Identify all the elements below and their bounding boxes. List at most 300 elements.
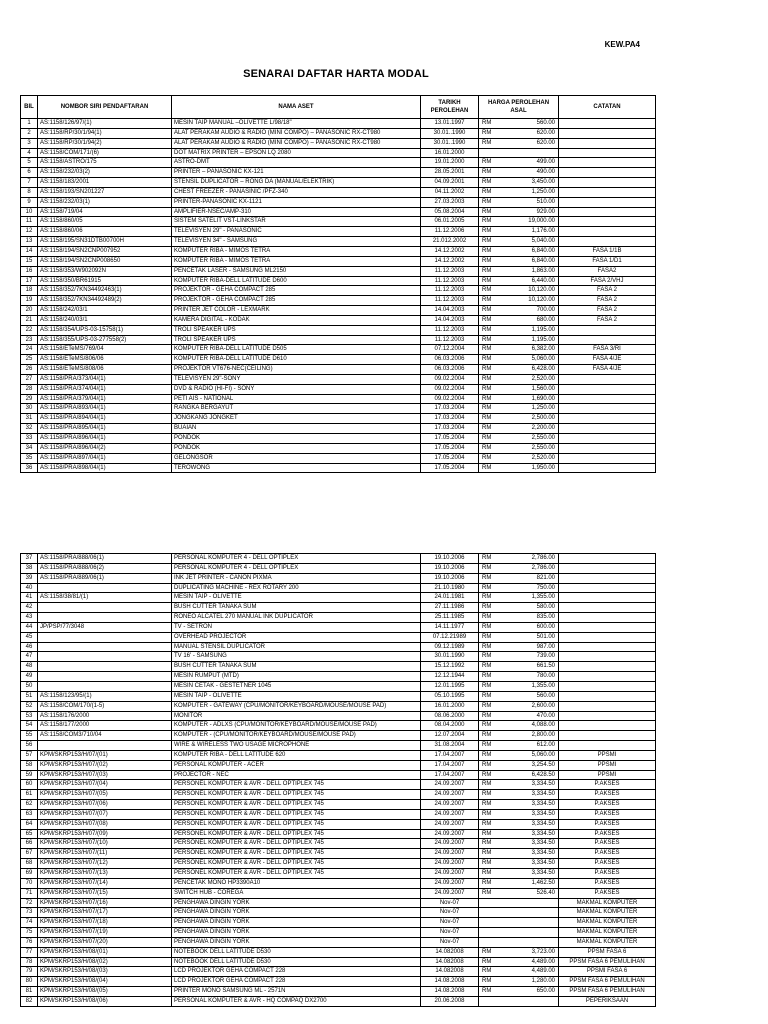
header-catatan: CATATAN — [559, 96, 656, 119]
cell-tarikh: 24.09.2007 — [421, 800, 479, 810]
cell-harga — [479, 276, 559, 286]
cell-bil: 60 — [21, 780, 38, 790]
cell-bil: 72 — [21, 898, 38, 908]
cell-harga — [479, 800, 559, 810]
cell-harga — [479, 928, 559, 938]
cell-harga — [479, 987, 559, 997]
cell-tarikh: 17.04.2007 — [421, 760, 479, 770]
cell-catatan — [559, 443, 656, 453]
amount-value: 835.00 — [536, 614, 555, 621]
cell-bil: 74 — [21, 918, 38, 928]
header-bil: BIL — [21, 96, 38, 119]
cell-nama: RANGKA BERGAYUT — [172, 404, 421, 414]
amount-value: 4,489.00 — [531, 968, 555, 975]
amount-value: 501.00 — [536, 633, 555, 640]
cell-harga — [479, 296, 559, 306]
cell-bil: 16 — [21, 266, 38, 276]
cell-siri: KPM/SKRP153/H/08/(04) — [38, 977, 172, 987]
currency-label: RM — [482, 307, 492, 314]
cell-harga — [479, 760, 559, 770]
cell-tarikh: 17.03.2004 — [421, 424, 479, 434]
cell-catatan — [559, 187, 656, 197]
amount-value: 2,600.00 — [531, 702, 555, 709]
cell-harga — [479, 583, 559, 593]
cell-siri: KPM/SKRP153/H/07/(18) — [38, 918, 172, 928]
cell-tarikh: 09.12.1989 — [421, 642, 479, 652]
cell-nama: MESIN TAIP - OLIVETTE — [172, 691, 421, 701]
table-row — [21, 780, 656, 790]
cell-harga — [479, 731, 559, 741]
cell-siri: AS:1158/PRA/379/04/(1) — [38, 394, 172, 404]
table-row — [21, 335, 656, 345]
cell-tarikh: 16.01.2000 — [421, 148, 479, 158]
amount-value: 3,334.50 — [531, 870, 555, 876]
amount-value: 490.00 — [536, 169, 555, 176]
cell-siri: KPM/SKRP153/H/08/(02) — [38, 957, 172, 967]
amount-value: 821.00 — [536, 574, 555, 581]
cell-bil: 66 — [21, 839, 38, 849]
cell-bil: 51 — [21, 691, 38, 701]
table-row — [21, 463, 656, 473]
cell-bil: 77 — [21, 947, 38, 957]
currency-label: RM — [482, 850, 492, 857]
currency-label: RM — [482, 454, 492, 461]
cell-siri — [38, 603, 172, 613]
cell-harga — [479, 642, 559, 652]
cell-siri: AS:1158/PRA/896/04/(1) — [38, 434, 172, 444]
cell-catatan: MAKMAL KOMPUTER — [559, 937, 656, 947]
cell-harga — [479, 898, 559, 908]
cell-siri: KPM/SKRP153/H/07/(03) — [38, 770, 172, 780]
cell-nama: PERSONEL KOMPUTER & AVR - DELL OPTIPLEX 745 — [172, 839, 421, 849]
cell-catatan — [559, 672, 656, 682]
cell-siri: AS:1158/PRA/894/04/(1) — [38, 414, 172, 424]
cell-harga — [479, 918, 559, 928]
cell-siri: KPM/SKRP153/H/07/(02) — [38, 760, 172, 770]
table-row — [21, 711, 656, 721]
cell-siri: KPM/SKRP153/H/07/(20) — [38, 937, 172, 947]
cell-nama: KOMPUTER RIBA - DELL LATITUDE 620 — [172, 750, 421, 760]
cell-tarikh: 11.12.2003 — [421, 276, 479, 286]
cell-catatan — [559, 731, 656, 741]
cell-tarikh: 27.03.2003 — [421, 197, 479, 207]
table-row — [21, 583, 656, 593]
cell-catatan — [559, 711, 656, 721]
table-row — [21, 593, 656, 603]
cell-nama: INK JET PRINTER - CANON PIXMA — [172, 573, 421, 583]
table-row — [21, 878, 656, 888]
cell-bil: 20 — [21, 306, 38, 316]
cell-harga — [479, 158, 559, 168]
cell-siri: AS:1158/PRA/889/06(1) — [38, 573, 172, 583]
amount-value: 1,560.00 — [531, 385, 555, 392]
cell-tarikh: 24.09.2007 — [421, 849, 479, 859]
cell-harga — [479, 613, 559, 623]
form-code: KEW.PA4 — [604, 40, 640, 49]
cell-siri: AS:1158/194/SN2CNP008650 — [38, 256, 172, 266]
cell-nama: NOTEBOOK DELL LATITUDE D530 — [172, 947, 421, 957]
cell-bil: 40 — [21, 583, 38, 593]
cell-catatan — [559, 394, 656, 404]
cell-bil: 61 — [21, 790, 38, 800]
cell-catatan: P.AKSES — [559, 819, 656, 829]
cell-catatan: P.AKSES — [559, 829, 656, 839]
currency-label: RM — [482, 682, 492, 689]
table-row — [21, 207, 656, 217]
header-nama: NAMA ASET — [172, 96, 421, 119]
cell-catatan — [559, 662, 656, 672]
cell-nama: ASTRO-DMT — [172, 158, 421, 168]
cell-bil: 31 — [21, 414, 38, 424]
currency-label: RM — [482, 188, 492, 195]
cell-harga — [479, 652, 559, 662]
cell-tarikh: Nov-07 — [421, 937, 479, 947]
cell-catatan — [559, 178, 656, 188]
cell-siri: KPM/SKRP153/H/08/(03) — [38, 967, 172, 977]
currency-label: RM — [482, 584, 492, 591]
currency-label: RM — [482, 663, 492, 670]
cell-harga — [479, 128, 559, 138]
amount-value: 6,840.00 — [531, 247, 555, 254]
table-row — [21, 603, 656, 613]
cell-nama: PRINTER JET COLOR - LEXMARK — [172, 306, 421, 316]
cell-siri: AS:1158/183/2001 — [38, 178, 172, 188]
cell-siri: AS:1158/PRA/896/04/(2) — [38, 443, 172, 453]
cell-catatan — [559, 237, 656, 247]
cell-catatan: P.AKSES — [559, 790, 656, 800]
cell-tarikh: 24.09.2007 — [421, 780, 479, 790]
cell-siri: AS:1158/232/03(2) — [38, 168, 172, 178]
cell-bil: 43 — [21, 613, 38, 623]
amount-value: 6,428.00 — [531, 366, 555, 373]
cell-nama: TROLI SPEAKER UPS — [172, 325, 421, 335]
cell-harga — [479, 217, 559, 227]
currency-label: RM — [482, 840, 492, 847]
cell-harga — [479, 603, 559, 613]
cell-harga — [479, 335, 559, 345]
table-row — [21, 898, 656, 908]
cell-siri: AS:1158/RP/30/1/94(1) — [38, 128, 172, 138]
cell-bil: 2 — [21, 128, 38, 138]
currency-label: RM — [482, 820, 492, 827]
cell-nama: LCD PROJEKTOR GEHA COMPACT 228 — [172, 977, 421, 987]
cell-bil: 11 — [21, 217, 38, 227]
cell-tarikh: 14.11.1977 — [421, 622, 479, 632]
cell-harga — [479, 434, 559, 444]
cell-tarikh: 24.09.2007 — [421, 869, 479, 879]
amount-value: 650.00 — [536, 988, 555, 995]
cell-siri — [38, 672, 172, 682]
cell-tarikh: 24.09.2007 — [421, 878, 479, 888]
cell-siri: AS:1158/177/2000 — [38, 721, 172, 731]
table-row — [21, 355, 656, 365]
amount-value: 560.00 — [536, 692, 555, 699]
cell-siri: AS:1158/PRA/893/04/(1) — [38, 404, 172, 414]
table-row — [21, 168, 656, 178]
cell-bil: 6 — [21, 168, 38, 178]
cell-catatan — [559, 227, 656, 237]
cell-bil: 80 — [21, 977, 38, 987]
cell-catatan: P.AKSES — [559, 859, 656, 869]
cell-catatan: FASA 1/D1 — [559, 256, 656, 266]
currency-label: RM — [482, 643, 492, 650]
table-row — [21, 276, 656, 286]
currency-label: RM — [482, 614, 492, 621]
amount-value: 6,840.00 — [531, 257, 555, 264]
cell-harga — [479, 878, 559, 888]
cell-catatan — [559, 148, 656, 158]
amount-value: 2,800.00 — [531, 732, 555, 739]
table-row — [21, 434, 656, 444]
table-row — [21, 977, 656, 987]
cell-harga — [479, 414, 559, 424]
table-row — [21, 632, 656, 642]
table-row — [21, 554, 656, 564]
currency-label: RM — [482, 801, 492, 808]
cell-harga — [479, 119, 559, 129]
cell-nama: KOMPUTER RIBA - MIMOS TETRA — [172, 256, 421, 266]
cell-siri: AS:1158/PRA/888/06(2) — [38, 563, 172, 573]
cell-bil: 33 — [21, 434, 38, 444]
table-row — [21, 691, 656, 701]
amount-value: 580.00 — [536, 604, 555, 611]
table-row — [21, 384, 656, 394]
amount-value: 3,334.50 — [531, 801, 555, 808]
cell-catatan — [559, 217, 656, 227]
cell-tarikh: 05.08.2004 — [421, 207, 479, 217]
currency-label: RM — [482, 159, 492, 166]
cell-catatan — [559, 158, 656, 168]
currency-label: RM — [482, 633, 492, 640]
cell-tarikh: 06.01.2005 — [421, 217, 479, 227]
table-row — [21, 394, 656, 404]
table-row — [21, 443, 656, 453]
amount-value: 19,000.00 — [528, 218, 555, 225]
currency-label: RM — [482, 771, 492, 778]
cell-siri: KPM/SKRP153/H/07/(05) — [38, 790, 172, 800]
cell-bil: 24 — [21, 345, 38, 355]
cell-nama: PROJEKTOR - GEHA COMPACT 285 — [172, 286, 421, 296]
cell-tarikh: 24.09.2007 — [421, 839, 479, 849]
amount-value: 560.00 — [536, 120, 555, 126]
cell-nama: PRINTER MONO SAMSUNG ML - 2571N — [172, 987, 421, 997]
cell-nama: MESIN RUMPUT (MTD) — [172, 672, 421, 682]
amount-value: 2,520.00 — [531, 375, 555, 382]
cell-tarikh: 09.02.2004 — [421, 374, 479, 384]
cell-bil: 53 — [21, 711, 38, 721]
amount-value: 2,200.00 — [531, 425, 555, 432]
cell-tarikh: 14.08.2008 — [421, 977, 479, 987]
cell-tarikh: 17.04.2007 — [421, 770, 479, 780]
cell-catatan: P.AKSES — [559, 869, 656, 879]
table-row — [21, 365, 656, 375]
cell-bil: 49 — [21, 672, 38, 682]
table-row — [21, 197, 656, 207]
currency-label: RM — [482, 238, 492, 245]
table-row — [21, 741, 656, 751]
currency-label: RM — [482, 988, 492, 995]
currency-label: RM — [482, 277, 492, 284]
cell-catatan: PPSM FASA 6 — [559, 947, 656, 957]
amount-value: 3,334.50 — [531, 810, 555, 817]
cell-nama: PENGHAWA DINGIN YORK — [172, 898, 421, 908]
cell-bil: 19 — [21, 296, 38, 306]
cell-harga — [479, 197, 559, 207]
cell-tarikh: Nov-07 — [421, 918, 479, 928]
cell-tarikh: 21.10.1980 — [421, 583, 479, 593]
cell-catatan: P.AKSES — [559, 888, 656, 898]
cell-tarikh: 14.12.2002 — [421, 256, 479, 266]
cell-catatan — [559, 325, 656, 335]
cell-bil: 55 — [21, 731, 38, 741]
cell-nama: PERSONEL KOMPUTER & AVR - DELL OPTIPLEX 745 — [172, 849, 421, 859]
table-row — [21, 701, 656, 711]
cell-tarikh: 27.11.1986 — [421, 603, 479, 613]
cell-catatan: P.AKSES — [559, 800, 656, 810]
cell-harga — [479, 286, 559, 296]
table-row — [21, 286, 656, 296]
currency-label: RM — [482, 623, 492, 630]
table-row — [21, 770, 656, 780]
currency-label: RM — [482, 781, 492, 788]
table-row — [21, 859, 656, 869]
cell-catatan — [559, 414, 656, 424]
cell-nama: PENGHAWA DINGIN YORK — [172, 908, 421, 918]
cell-tarikh: 17.04.2007 — [421, 750, 479, 760]
cell-siri: AS:1158/RP/30/1/94(2) — [38, 138, 172, 148]
cell-harga — [479, 711, 559, 721]
cell-catatan: PPSMI — [559, 750, 656, 760]
cell-catatan: FASA 4/JE — [559, 365, 656, 375]
amount-value: 612.00 — [536, 742, 555, 749]
cell-nama: PENGHAWA DINGIN YORK — [172, 918, 421, 928]
table-row — [21, 652, 656, 662]
cell-siri: KPM/SKRP153/H/07/(07) — [38, 809, 172, 819]
currency-label: RM — [482, 139, 492, 146]
cell-nama: BUSH CUTTER TANAKA SUM — [172, 662, 421, 672]
cell-siri: AS:1158/123/95/(1) — [38, 691, 172, 701]
cell-bil: 79 — [21, 967, 38, 977]
table-row — [21, 967, 656, 977]
cell-bil: 58 — [21, 760, 38, 770]
table-row — [21, 622, 656, 632]
table-row — [21, 839, 656, 849]
cell-siri: AS:1158/860/06 — [38, 227, 172, 237]
cell-catatan — [559, 374, 656, 384]
cell-nama: TROLI SPEAKER UPS — [172, 335, 421, 345]
cell-catatan — [559, 128, 656, 138]
cell-bil: 14 — [21, 246, 38, 256]
cell-harga — [479, 721, 559, 731]
cell-siri: KPM/SKRP153/H/07/(08) — [38, 819, 172, 829]
cell-tarikh: 17.05.2004 — [421, 434, 479, 444]
cell-nama: MESIN CETAK - GESTETNER 1045 — [172, 681, 421, 691]
amount-value: 5,060.00 — [531, 751, 555, 758]
cell-tarikh: 14.082008 — [421, 947, 479, 957]
currency-label: RM — [482, 326, 492, 333]
cell-siri: KPM/SKRP153/H/08/(06) — [38, 996, 172, 1006]
cell-tarikh: 24.09.2007 — [421, 790, 479, 800]
currency-label: RM — [482, 564, 492, 571]
cell-tarikh: 19.10.2006 — [421, 573, 479, 583]
amount-value: 739.00 — [536, 653, 555, 660]
cell-tarikh: 17.05.2004 — [421, 453, 479, 463]
cell-harga — [479, 424, 559, 434]
cell-bil: 15 — [21, 256, 38, 266]
cell-catatan — [559, 642, 656, 652]
cell-bil: 63 — [21, 809, 38, 819]
cell-siri: AS:1158/353/W902092N — [38, 266, 172, 276]
cell-tarikh: 24.09.2007 — [421, 819, 479, 829]
cell-harga — [479, 325, 559, 335]
cell-bil: 47 — [21, 652, 38, 662]
header-tarikh: TARIKH PEROLEHAN — [421, 96, 479, 119]
amount-value: 2,786.00 — [531, 564, 555, 571]
cell-bil: 82 — [21, 996, 38, 1006]
cell-tarikh: 11.12.2003 — [421, 296, 479, 306]
cell-nama: PROJEKTOR VT676-NEC(CEILING) — [172, 365, 421, 375]
cell-siri — [38, 741, 172, 751]
cell-tarikh: 24.09.2007 — [421, 809, 479, 819]
currency-label: RM — [482, 791, 492, 798]
table-row — [21, 681, 656, 691]
cell-tarikh: 24.01.1981 — [421, 593, 479, 603]
table-row — [21, 266, 656, 276]
currency-label: RM — [482, 247, 492, 254]
cell-harga — [479, 859, 559, 869]
cell-siri — [38, 583, 172, 593]
currency-label: RM — [482, 604, 492, 611]
cell-nama: BUSH CUTTER TANAKA SUM — [172, 603, 421, 613]
cell-nama: KOMPUTER RIBA-DELL LATITUDE D505 — [172, 345, 421, 355]
cell-harga — [479, 593, 559, 603]
cell-bil: 18 — [21, 286, 38, 296]
currency-label: RM — [482, 120, 492, 126]
cell-tarikh: 17.05.2004 — [421, 443, 479, 453]
cell-nama: PERSONAL KOMPUTER 4 - DELL OPTIPLEX — [172, 563, 421, 573]
table-row — [21, 750, 656, 760]
cell-harga — [479, 187, 559, 197]
cell-catatan — [559, 384, 656, 394]
cell-nama: WIRE & WIRELESS TWO USAGE MICROPHONE — [172, 741, 421, 751]
cell-nama: PERSONEL KOMPUTER & AVR - DELL OPTIPLEX 745 — [172, 790, 421, 800]
cell-catatan — [559, 434, 656, 444]
currency-label: RM — [482, 712, 492, 719]
cell-bil: 3 — [21, 138, 38, 148]
cell-catatan: FASA 2/VHJ — [559, 276, 656, 286]
cell-nama: TV 16' - SAMSUNG — [172, 652, 421, 662]
cell-catatan: FASA 2 — [559, 306, 656, 316]
cell-tarikh: 12.07.2004 — [421, 731, 479, 741]
cell-catatan: FASA 4/JE — [559, 355, 656, 365]
cell-tarikh: 21.012.2002 — [421, 237, 479, 247]
cell-tarikh: 24.09.2007 — [421, 829, 479, 839]
cell-bil: 37 — [21, 554, 38, 564]
cell-harga — [479, 790, 559, 800]
cell-catatan: FASA 2 — [559, 315, 656, 325]
amount-value: 1,950.00 — [531, 464, 555, 471]
table-row — [21, 829, 656, 839]
cell-nama: PRINTER-PANASONIC KX-1121 — [172, 197, 421, 207]
currency-label: RM — [482, 375, 492, 382]
cell-tarikh: 14.082008 — [421, 957, 479, 967]
cell-nama: TV - SETRON — [172, 622, 421, 632]
cell-nama: DOT MATRIX PRINTER – EPSON LQ 2080 — [172, 148, 421, 158]
cell-tarikh: 20.06.2008 — [421, 996, 479, 1006]
cell-tarikh: Nov-07 — [421, 898, 479, 908]
amount-value: 3,334.50 — [531, 781, 555, 788]
cell-harga — [479, 306, 559, 316]
